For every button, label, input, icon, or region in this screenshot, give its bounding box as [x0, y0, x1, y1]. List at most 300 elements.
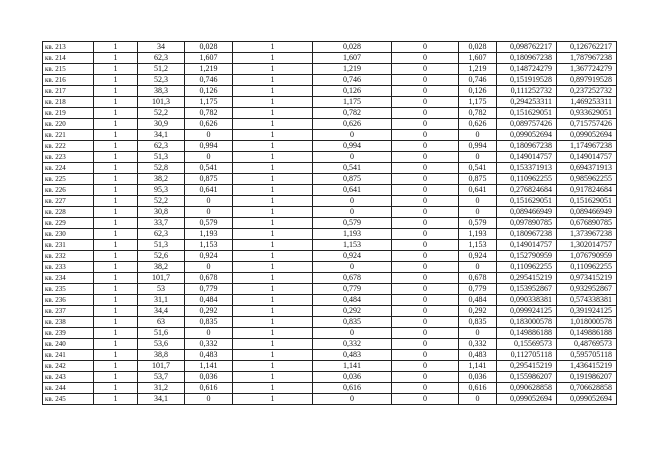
value-cell: 0,994 — [185, 141, 233, 152]
table-row — [43, 251, 617, 262]
value-cell: 1 — [233, 273, 313, 284]
value-cell: 0 — [185, 207, 233, 218]
value-cell: 0 — [185, 328, 233, 339]
apartment-cell: кв. 224 — [43, 163, 94, 174]
value-cell: 0,782 — [185, 108, 233, 119]
value-cell: 1 — [94, 295, 138, 306]
value-cell: 0,276824684 — [497, 185, 557, 196]
value-cell: 1 — [94, 218, 138, 229]
value-cell: 0 — [313, 328, 392, 339]
value-cell: 1,219 — [459, 64, 497, 75]
value-cell: 1 — [233, 284, 313, 295]
apartment-cell: кв. 223 — [43, 152, 94, 163]
value-cell: 38,3 — [138, 86, 185, 97]
apartment-cell: кв. 243 — [43, 372, 94, 383]
value-cell: 1 — [94, 119, 138, 130]
value-cell: 0,626 — [313, 119, 392, 130]
value-cell: 0,149886188 — [557, 328, 617, 339]
value-cell: 0 — [392, 42, 459, 53]
value-cell: 1 — [233, 196, 313, 207]
value-cell: 1 — [94, 108, 138, 119]
value-cell: 0 — [392, 350, 459, 361]
value-cell: 0,294253311 — [497, 97, 557, 108]
apartment-cell: кв. 239 — [43, 328, 94, 339]
value-cell: 0,126 — [459, 86, 497, 97]
value-cell: 0 — [392, 185, 459, 196]
value-cell: 0 — [392, 317, 459, 328]
table-row — [43, 86, 617, 97]
value-cell: 0,099052694 — [557, 130, 617, 141]
apartment-cell: кв. 241 — [43, 350, 94, 361]
value-cell: 1 — [233, 251, 313, 262]
value-cell: 0,897919528 — [557, 75, 617, 86]
value-cell: 0,835 — [459, 317, 497, 328]
apartment-cell: кв. 222 — [43, 141, 94, 152]
value-cell: 1 — [94, 317, 138, 328]
value-cell: 0 — [392, 240, 459, 251]
apartment-cell: кв. 217 — [43, 86, 94, 97]
value-cell: 0 — [459, 262, 497, 273]
apartment-cell: кв. 240 — [43, 339, 94, 350]
value-cell: 0,292 — [459, 306, 497, 317]
value-cell: 0 — [313, 196, 392, 207]
value-cell: 0 — [459, 152, 497, 163]
value-cell: 0,391924125 — [557, 306, 617, 317]
value-cell: 0,579 — [459, 218, 497, 229]
table-row — [43, 218, 617, 229]
value-cell: 0,089757426 — [497, 119, 557, 130]
value-cell: 34,1 — [138, 394, 185, 405]
apartment-cell: кв. 219 — [43, 108, 94, 119]
value-cell: 1 — [94, 229, 138, 240]
value-cell: 0 — [392, 394, 459, 405]
value-cell: 0,574338381 — [557, 295, 617, 306]
table-row — [43, 196, 617, 207]
value-cell: 1,141 — [313, 361, 392, 372]
apartment-cell: кв. 215 — [43, 64, 94, 75]
value-cell: 38,8 — [138, 350, 185, 361]
value-cell: 1 — [233, 350, 313, 361]
value-cell: 0,112705118 — [497, 350, 557, 361]
value-cell: 1 — [94, 207, 138, 218]
value-cell: 0,48769573 — [557, 339, 617, 350]
value-cell: 0,994 — [313, 141, 392, 152]
value-cell: 0,835 — [185, 317, 233, 328]
value-cell: 1,193 — [185, 229, 233, 240]
apartment-cell: кв. 218 — [43, 97, 94, 108]
value-cell: 0,641 — [313, 185, 392, 196]
value-cell: 0,149014757 — [557, 152, 617, 163]
value-cell: 1 — [94, 130, 138, 141]
value-cell: 52,3 — [138, 75, 185, 86]
table-row — [43, 75, 617, 86]
value-cell: 0 — [185, 394, 233, 405]
apartment-cell: кв. 231 — [43, 240, 94, 251]
value-cell: 38,2 — [138, 262, 185, 273]
value-cell: 0,295415219 — [497, 273, 557, 284]
table-row — [43, 64, 617, 75]
value-cell: 0,616 — [185, 383, 233, 394]
apartment-cell: кв. 229 — [43, 218, 94, 229]
value-cell: 0,875 — [313, 174, 392, 185]
value-cell: 1 — [233, 306, 313, 317]
value-cell: 0,098762217 — [497, 42, 557, 53]
value-cell: 0,155986207 — [497, 372, 557, 383]
apartment-cell: кв. 216 — [43, 75, 94, 86]
value-cell: 0 — [392, 383, 459, 394]
value-cell: 1 — [94, 42, 138, 53]
table-row — [43, 42, 617, 53]
value-cell: 0,028 — [313, 42, 392, 53]
value-cell: 0,191986207 — [557, 372, 617, 383]
value-cell: 0,099052694 — [497, 394, 557, 405]
value-cell: 62,3 — [138, 53, 185, 64]
table-row — [43, 328, 617, 339]
table-row — [43, 229, 617, 240]
apartment-cell: кв. 233 — [43, 262, 94, 273]
value-cell: 0,099052694 — [497, 130, 557, 141]
value-cell: 1 — [94, 86, 138, 97]
value-cell: 0 — [313, 262, 392, 273]
value-cell: 1,787967238 — [557, 53, 617, 64]
value-cell: 0,484 — [185, 295, 233, 306]
table-row — [43, 394, 617, 405]
value-cell: 1 — [94, 361, 138, 372]
value-cell: 1 — [233, 53, 313, 64]
value-cell: 1 — [94, 196, 138, 207]
value-cell: 101,7 — [138, 361, 185, 372]
value-cell: 0 — [392, 262, 459, 273]
value-cell: 1 — [94, 64, 138, 75]
value-cell: 1,141 — [185, 361, 233, 372]
value-cell: 1 — [94, 75, 138, 86]
value-cell: 0 — [459, 130, 497, 141]
value-cell: 1,153 — [459, 240, 497, 251]
value-cell: 0,782 — [459, 108, 497, 119]
value-cell: 0 — [185, 262, 233, 273]
value-cell: 1,219 — [185, 64, 233, 75]
value-cell: 53 — [138, 284, 185, 295]
value-cell: 1,193 — [313, 229, 392, 240]
value-cell: 1 — [94, 97, 138, 108]
value-cell: 0,541 — [459, 163, 497, 174]
value-cell: 1,302014757 — [557, 240, 617, 251]
value-cell: 1 — [233, 130, 313, 141]
value-cell: 31,1 — [138, 295, 185, 306]
value-cell: 0,099924125 — [497, 306, 557, 317]
value-cell: 1 — [94, 251, 138, 262]
value-cell: 0,153952867 — [497, 284, 557, 295]
value-cell: 0 — [459, 394, 497, 405]
table-row — [43, 284, 617, 295]
value-cell: 0,090338381 — [497, 295, 557, 306]
value-cell: 0,036 — [185, 372, 233, 383]
value-cell: 1 — [94, 350, 138, 361]
value-cell: 0,579 — [185, 218, 233, 229]
value-cell: 0,782 — [313, 108, 392, 119]
table-body — [43, 42, 617, 405]
value-cell: 1,153 — [313, 240, 392, 251]
value-cell: 0 — [392, 196, 459, 207]
value-cell: 1 — [94, 53, 138, 64]
apartment-cell: кв. 228 — [43, 207, 94, 218]
value-cell: 0,579 — [313, 218, 392, 229]
value-cell: 0,932952867 — [557, 284, 617, 295]
value-cell: 1,607 — [185, 53, 233, 64]
value-cell: 1 — [94, 306, 138, 317]
value-cell: 0,616 — [459, 383, 497, 394]
table-row — [43, 130, 617, 141]
value-cell: 0 — [392, 229, 459, 240]
value-cell: 0,641 — [185, 185, 233, 196]
value-cell: 0,483 — [185, 350, 233, 361]
value-cell: 1,193 — [459, 229, 497, 240]
value-cell: 1 — [94, 383, 138, 394]
value-cell: 0,779 — [185, 284, 233, 295]
value-cell: 0 — [392, 295, 459, 306]
table-row — [43, 108, 617, 119]
value-cell: 1 — [94, 185, 138, 196]
apartment-cell: кв. 230 — [43, 229, 94, 240]
value-cell: 0 — [392, 339, 459, 350]
value-cell: 1,607 — [459, 53, 497, 64]
table-row — [43, 53, 617, 64]
value-cell: 34,4 — [138, 306, 185, 317]
value-cell: 0,090628858 — [497, 383, 557, 394]
value-cell: 0,111252732 — [497, 86, 557, 97]
value-cell: 1 — [233, 372, 313, 383]
value-cell: 0,483 — [459, 350, 497, 361]
table-row — [43, 350, 617, 361]
value-cell: 0,483 — [313, 350, 392, 361]
value-cell: 51,3 — [138, 240, 185, 251]
value-cell: 0 — [392, 284, 459, 295]
apartment-cell: кв. 225 — [43, 174, 94, 185]
value-cell: 1 — [233, 86, 313, 97]
value-cell: 52,2 — [138, 196, 185, 207]
value-cell: 1,153 — [185, 240, 233, 251]
value-cell: 0,626 — [185, 119, 233, 130]
value-cell: 0 — [392, 163, 459, 174]
value-cell: 1,367724279 — [557, 64, 617, 75]
value-cell: 0 — [313, 152, 392, 163]
value-cell: 0 — [392, 108, 459, 119]
value-cell: 0,985962255 — [557, 174, 617, 185]
value-cell: 0,110962255 — [497, 174, 557, 185]
value-cell: 1,076790959 — [557, 251, 617, 262]
value-cell: 0 — [313, 207, 392, 218]
value-cell: 0,332 — [185, 339, 233, 350]
value-cell: 31,2 — [138, 383, 185, 394]
value-cell: 0 — [459, 207, 497, 218]
value-cell: 0 — [185, 130, 233, 141]
value-cell: 1 — [233, 383, 313, 394]
apartment-cell: кв. 221 — [43, 130, 94, 141]
value-cell: 1 — [233, 42, 313, 53]
value-cell: 1 — [233, 163, 313, 174]
table-row — [43, 240, 617, 251]
value-cell: 0,541 — [313, 163, 392, 174]
value-cell: 101,7 — [138, 273, 185, 284]
value-cell: 1 — [233, 119, 313, 130]
value-cell: 0 — [392, 328, 459, 339]
value-cell: 0,099052694 — [557, 394, 617, 405]
value-cell: 1 — [94, 262, 138, 273]
value-cell: 1,219 — [313, 64, 392, 75]
apartment-cell: кв. 214 — [43, 53, 94, 64]
value-cell: 1 — [233, 185, 313, 196]
value-cell: 53,7 — [138, 372, 185, 383]
apartment-cell: кв. 236 — [43, 295, 94, 306]
value-cell: 0 — [313, 130, 392, 141]
apartment-cell: кв. 232 — [43, 251, 94, 262]
value-cell: 1 — [233, 229, 313, 240]
value-cell: 0 — [392, 53, 459, 64]
value-cell: 0,183000578 — [497, 317, 557, 328]
value-cell: 33,7 — [138, 218, 185, 229]
value-cell: 0,616 — [313, 383, 392, 394]
value-cell: 1 — [94, 174, 138, 185]
apartment-cell: кв. 245 — [43, 394, 94, 405]
value-cell: 0,917824684 — [557, 185, 617, 196]
value-cell: 0,180967238 — [497, 53, 557, 64]
value-cell: 1 — [233, 394, 313, 405]
value-cell: 1 — [94, 141, 138, 152]
value-cell: 52,6 — [138, 251, 185, 262]
value-cell: 0 — [185, 152, 233, 163]
value-cell: 51,6 — [138, 328, 185, 339]
value-cell: 0 — [392, 207, 459, 218]
table-row — [43, 372, 617, 383]
value-cell: 1,607 — [313, 53, 392, 64]
value-cell: 0,126762217 — [557, 42, 617, 53]
value-cell: 0,126 — [185, 86, 233, 97]
value-cell: 1 — [94, 328, 138, 339]
value-cell: 0 — [185, 196, 233, 207]
value-cell: 1 — [233, 361, 313, 372]
value-cell: 38,2 — [138, 174, 185, 185]
value-cell: 0 — [392, 130, 459, 141]
value-cell: 0,924 — [313, 251, 392, 262]
value-cell: 0,237252732 — [557, 86, 617, 97]
table-row — [43, 141, 617, 152]
table-row — [43, 317, 617, 328]
value-cell: 0,924 — [185, 251, 233, 262]
table-row — [43, 306, 617, 317]
value-cell: 1,436415219 — [557, 361, 617, 372]
value-cell: 0,149014757 — [497, 240, 557, 251]
value-cell: 0,152790959 — [497, 251, 557, 262]
value-cell: 0 — [392, 218, 459, 229]
value-cell: 0 — [392, 174, 459, 185]
value-cell: 0,148724279 — [497, 64, 557, 75]
value-cell: 0 — [313, 394, 392, 405]
value-cell: 1 — [233, 339, 313, 350]
value-cell: 1 — [94, 152, 138, 163]
table-row — [43, 174, 617, 185]
value-cell: 1,174967238 — [557, 141, 617, 152]
value-cell: 0,706628858 — [557, 383, 617, 394]
value-cell: 1,018000578 — [557, 317, 617, 328]
value-cell: 0 — [392, 306, 459, 317]
value-cell: 0,15569573 — [497, 339, 557, 350]
value-cell: 0,028 — [459, 42, 497, 53]
value-cell: 0,595705118 — [557, 350, 617, 361]
table-row — [43, 262, 617, 273]
apartment-cell: кв. 234 — [43, 273, 94, 284]
value-cell: 0,626 — [459, 119, 497, 130]
value-cell: 0,484 — [459, 295, 497, 306]
value-cell: 1 — [233, 108, 313, 119]
value-cell: 1 — [233, 141, 313, 152]
value-cell: 0,036 — [459, 372, 497, 383]
value-cell: 34,1 — [138, 130, 185, 141]
value-cell: 0,180967238 — [497, 141, 557, 152]
table-row — [43, 163, 617, 174]
value-cell: 0,089466949 — [497, 207, 557, 218]
value-cell: 1 — [233, 295, 313, 306]
value-cell: 1 — [233, 328, 313, 339]
value-cell: 0,097890785 — [497, 218, 557, 229]
apartment-cell: кв. 238 — [43, 317, 94, 328]
value-cell: 0,678 — [313, 273, 392, 284]
value-cell: 1,373967238 — [557, 229, 617, 240]
value-cell: 0,875 — [459, 174, 497, 185]
apartment-cell: кв. 244 — [43, 383, 94, 394]
value-cell: 0,715757426 — [557, 119, 617, 130]
value-cell: 1 — [233, 240, 313, 251]
value-cell: 0,994 — [459, 141, 497, 152]
apartment-cell: кв. 235 — [43, 284, 94, 295]
value-cell: 0,973415219 — [557, 273, 617, 284]
value-cell: 51,3 — [138, 152, 185, 163]
apartment-cell: кв. 237 — [43, 306, 94, 317]
table-row — [43, 185, 617, 196]
value-cell: 0,678 — [185, 273, 233, 284]
value-cell: 1 — [94, 372, 138, 383]
value-cell: 0 — [392, 251, 459, 262]
value-cell: 53,6 — [138, 339, 185, 350]
table-row — [43, 383, 617, 394]
value-cell: 1,469253311 — [557, 97, 617, 108]
value-cell: 1 — [233, 75, 313, 86]
value-cell: 1,141 — [459, 361, 497, 372]
value-cell: 0,779 — [459, 284, 497, 295]
value-cell: 1 — [233, 64, 313, 75]
value-cell: 52,2 — [138, 108, 185, 119]
value-cell: 1 — [233, 174, 313, 185]
value-cell: 0,149886188 — [497, 328, 557, 339]
value-cell: 0,875 — [185, 174, 233, 185]
value-cell: 1,175 — [459, 97, 497, 108]
apartment-cell: кв. 242 — [43, 361, 94, 372]
table-row — [43, 207, 617, 218]
value-cell: 0,933629051 — [557, 108, 617, 119]
value-cell: 0,835 — [313, 317, 392, 328]
value-cell: 0,151629051 — [557, 196, 617, 207]
value-cell: 0 — [392, 372, 459, 383]
table-row — [43, 119, 617, 130]
value-cell: 95,3 — [138, 185, 185, 196]
table-row — [43, 339, 617, 350]
value-cell: 0,292 — [185, 306, 233, 317]
value-cell: 1 — [233, 262, 313, 273]
value-cell: 101,3 — [138, 97, 185, 108]
value-cell: 1 — [233, 317, 313, 328]
value-cell: 62,3 — [138, 229, 185, 240]
value-cell: 0 — [392, 361, 459, 372]
value-cell: 0,746 — [459, 75, 497, 86]
